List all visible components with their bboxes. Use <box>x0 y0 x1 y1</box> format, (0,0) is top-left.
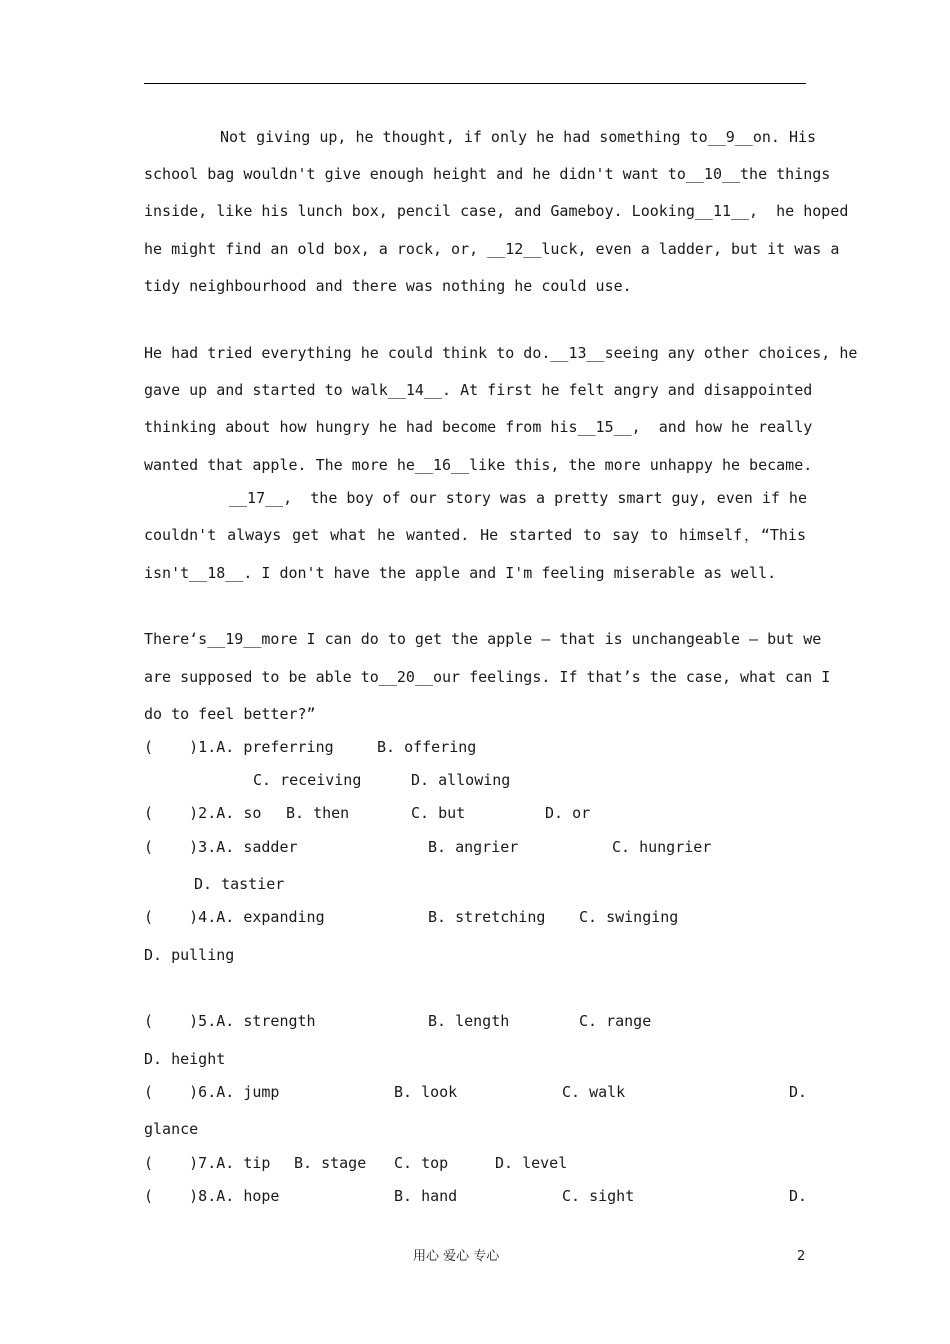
passage-line: __17__, the boy of our story was a pretty smart guy, even if he <box>229 489 807 507</box>
option-c: C. but <box>411 804 466 822</box>
option-d: D. or <box>545 804 591 822</box>
passage-line: tidy neighbourhood and there was nothing he could use. <box>144 277 632 295</box>
option-c: C. walk <box>562 1083 626 1101</box>
option-b: B. hand <box>394 1187 458 1205</box>
option-c: C. hungrier <box>612 838 712 856</box>
passage-line: wanted that apple. The more he__16__like this, the more unhappy he became. <box>144 456 813 474</box>
question-stem: ( )7.A. tip <box>144 1154 271 1172</box>
header-rule <box>144 83 806 84</box>
option-c: C. receiving <box>253 771 362 789</box>
passage-line: are supposed to be able to__20__our feelings. If that’s the case, what can I <box>144 668 831 686</box>
option-c: C. top <box>394 1154 449 1172</box>
passage-line: inside, like his lunch box, pencil case, and Gameboy. Looking__11__, he hoped <box>144 202 849 220</box>
option-b: B. look <box>394 1083 458 1101</box>
question-stem: ( )3.A. sadder <box>144 838 298 856</box>
passage-line: He had tried everything he could think to do.__13__seeing any other choices, he <box>144 344 858 362</box>
passage-line: isn't__18__. I don't have the apple and I'm feeling miserable as well. <box>144 564 777 582</box>
option-b: B. angrier <box>428 838 519 856</box>
passage-line: he might find an old box, a rock, or, __12__luck, even a ladder, but it was a <box>144 240 840 258</box>
option-b: B. stretching <box>428 908 546 926</box>
option-d: D. allowing <box>411 771 511 789</box>
passage-line: There‘s__19__more I can do to get the apple — that is unchangeable — but we <box>144 630 822 648</box>
question-stem: ( )8.A. hope <box>144 1187 280 1205</box>
option-b: B. length <box>428 1012 510 1030</box>
footer-text: 用心 爱心 专心 <box>413 1249 500 1264</box>
question-stem: ( )4.A. expanding <box>144 908 325 926</box>
question-stem: ( )1.A. preferring <box>144 738 334 756</box>
option-d: D. <box>789 1187 808 1205</box>
passage-line: couldn't always get what he wanted. He started to say to himself，“This <box>144 526 806 544</box>
passage-line: thinking about how hungry he had become from his__15__, and how he really <box>144 418 813 436</box>
option-d: D. <box>789 1083 808 1101</box>
option-c: C. range <box>579 1012 652 1030</box>
question-stem: ( )2.A. so <box>144 804 262 822</box>
question-stem: ( )5.A. strength <box>144 1012 316 1030</box>
passage-line: school bag wouldn't give enough height and he didn't want to__10__the things <box>144 165 831 183</box>
passage-line: do to feel better?” <box>144 705 316 723</box>
option-d: D. level <box>495 1154 568 1172</box>
option-d-word: glance <box>144 1120 199 1138</box>
page-number: 2 <box>797 1249 806 1264</box>
option-b: B. stage <box>294 1154 367 1172</box>
option-d: D. pulling <box>144 946 235 964</box>
option-d: D. tastier <box>194 875 285 893</box>
option-d: D. height <box>144 1050 226 1068</box>
passage-line: Not giving up, he thought, if only he had something to__9__on. His <box>220 128 817 146</box>
question-stem: ( )6.A. jump <box>144 1083 280 1101</box>
passage-line: gave up and started to walk__14__. At first he felt angry and disappointed <box>144 381 813 399</box>
option-b: B. then <box>286 804 350 822</box>
option-b: B. offering <box>377 738 477 756</box>
option-c: C. swinging <box>579 908 679 926</box>
option-c: C. sight <box>562 1187 635 1205</box>
